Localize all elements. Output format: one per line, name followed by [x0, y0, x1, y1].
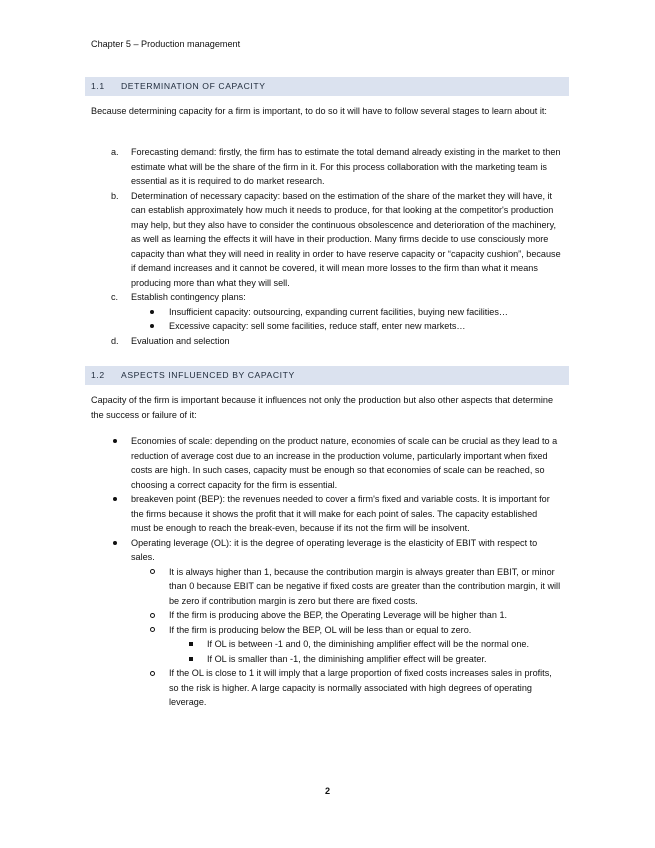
section-intro: Capacity of the firm is important because it influences not only the production but also other aspects that determine the success or failure of it:: [91, 395, 554, 420]
section-title: DETERMINATION OF CAPACITY: [121, 81, 266, 91]
list-item-text: Operating leverage (OL): it is the degree of operating leverage is the elasticity of EBIT with respect to sales.: [131, 537, 538, 562]
list-marker: c.: [111, 292, 119, 302]
section-title: ASPECTS INFLUENCED BY CAPACITY: [121, 370, 295, 380]
bullet-icon: [113, 434, 117, 449]
circle-bullet-icon: [150, 623, 155, 638]
sub-list-item-text: If the firm is producing above the BEP, the Operating Leverage will be higher than 1.: [169, 610, 508, 620]
list-marker: a.: [111, 147, 119, 157]
list-item: [0, 492, 655, 536]
sub-list-item: [0, 666, 655, 710]
section-intro: Because determining capacity for a firm is important, to do so it will have to follow several stages to learn about it:: [91, 106, 547, 116]
sub-list-item-text: If the OL is close to 1 it will imply that a large proportion of fixed costs increases sales in profits, so the risk is higher. A large capacity is normally associated with high degrees of operating leverage.: [169, 668, 552, 707]
list-marker: b.: [111, 190, 119, 201]
list-item-text: Economies of scale: depending on the product nature, economies of scale can be crucial as they lead to a reduction of average cost due to an increase in the production volume, particularly important when fixed costs are high. In such cases, capacity must be enough so that economies of scale can be reached, so choosing a correct capacity for the firm is essential.: [131, 436, 558, 490]
square-bullet-icon: [189, 652, 193, 667]
sub-sub-list-item: [0, 652, 655, 667]
section-heading-determination-of-capacity: [85, 77, 569, 96]
sub-sub-list-item: [0, 637, 655, 652]
list-item-text: Forecasting demand: firstly, the firm has to estimate the total demand already existing in the market to then estimate what will be the share of the firm in it. For this process collaboration with the marketing team is essential as it is required to do market research.: [131, 147, 561, 186]
list-item: [0, 189, 655, 291]
list-item-text: Evaluation and selection: [131, 335, 230, 346]
circle-bullet-icon: [150, 608, 155, 623]
sub-list-item-text: If the firm is producing below the BEP, OL will be less than or equal to zero.: [169, 624, 472, 635]
list-item-text: Determination of necessary capacity: based on the estimation of the share of the market they will have, it can establish approximately how much it needs to produce, for that looking at the competitor's production may help, but they also have to consider the continuous obsolescence and deterioration of the machinery, as well as learning the effects it will have in their production. Many firms decide to use consciously more capacity than what they will need in reality in order to have reserve capacity or “capacity cushion”, because if demand increases and it cannot be covered, it will mean more losses to the firm than what it means producing more than what they will sell.: [131, 190, 561, 288]
circle-bullet-icon: [150, 565, 155, 580]
running-header: Chapter 5 – Production management: [91, 39, 241, 49]
section-number: 1.1: [91, 81, 105, 91]
sub-list-item-text: It is always higher than 1, because the contribution margin is always greater than EBIT, or minor than 0 because EBIT can be negative if fixed costs are greater than the contribution margin, it will be zero if contribution margin is zero but there are fixed costs.: [169, 566, 561, 606]
bullet-icon: [150, 319, 154, 334]
circle-bullet-icon: [150, 666, 155, 681]
sub-list-item: [0, 608, 655, 623]
list-item: [0, 434, 655, 492]
section-number: 1.2: [91, 370, 105, 380]
section-heading-aspects-influenced-by-capacity: [85, 366, 569, 385]
bullet-icon: [113, 492, 117, 507]
list-item-text: breakeven point (BEP): the revenues needed to cover a firm's fixed and variable costs. It is important for the firms because it shows the profit that it will make for each point of sales. The capacity established must be enough to reach the break-even, because if its not the firm will be insolvent.: [131, 494, 550, 533]
sub-list-item-text: Insufficient capacity: outsourcing, expanding current facilities, buying new facilities…: [169, 306, 509, 317]
sub-list-item-text: Excessive capacity: sell some facilities, reduce staff, enter new markets…: [169, 321, 466, 331]
page-number: 2: [324, 786, 331, 796]
list-item: [0, 290, 655, 305]
sub-list-item: [0, 623, 655, 638]
sub-list-item: [0, 319, 655, 334]
aspects-list: [0, 434, 655, 710]
sub-sub-list-item-text: If OL is between -1 and 0, the diminishing amplifier effect will be the normal one.: [207, 639, 529, 649]
list-marker: d.: [111, 335, 119, 346]
capacity-stages-list: [0, 145, 655, 348]
bullet-icon: [113, 536, 117, 551]
sub-sub-list-item-text: If OL is smaller than -1, the diminishing amplifier effect will be greater.: [207, 653, 487, 664]
sub-list-item: [0, 565, 655, 609]
list-item: [0, 334, 655, 349]
sub-list-item: [0, 305, 655, 320]
list-item-text: Establish contingency plans:: [131, 292, 246, 302]
bullet-icon: [150, 305, 154, 320]
list-item: [0, 536, 655, 565]
list-item: [0, 145, 655, 189]
square-bullet-icon: [189, 637, 193, 652]
